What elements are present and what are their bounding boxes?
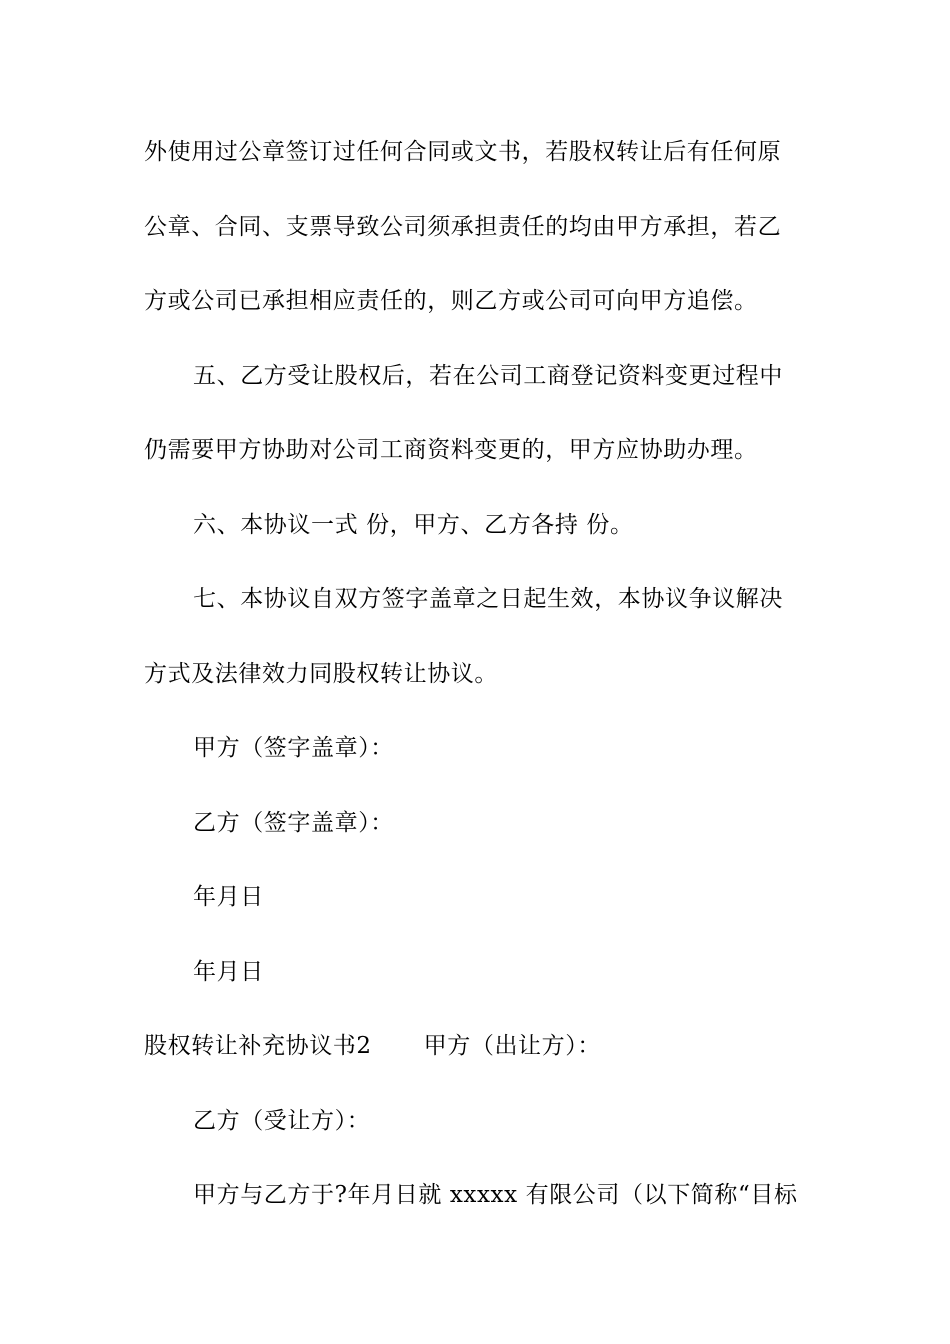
paragraph-line-2: 公章、合同、支票导致公司须承担责任的均由甲方承担，若乙 <box>144 214 782 240</box>
paragraph-line-3: 方或公司已承担相应责任的，则乙方或公司可向甲方追偿。 <box>144 288 758 314</box>
agreement-title-line <box>144 1031 809 1061</box>
party-a-label: 甲方（出让方）： <box>423 1033 601 1059</box>
date-line-2: 年月日 <box>193 959 264 985</box>
clause-five-line-2: 仍需要甲方协助对公司工商资料变更的，甲方应协助办理。 <box>144 437 758 463</box>
party-b-label: 乙方（受让方）： <box>193 1108 371 1134</box>
clause-seven-line-2: 方式及法律效力同股权转让协议。 <box>144 661 498 687</box>
agreement-intro-line: 甲方与乙方于?年月日就 xxxxx 有限公司（以下简称“目标 <box>193 1182 798 1208</box>
paragraph-line-1: 外使用过公章签订过任何合同或文书，若股权转让后有任何原 <box>144 139 782 165</box>
clause-six: 六、本协议一式 份，甲方、乙方各持 份。 <box>193 512 634 538</box>
clause-seven-line-1: 七、本协议自双方签字盖章之日起生效，本协议争议解决 <box>193 586 783 612</box>
clause-five-line-1: 五、乙方受让股权后，若在公司工商登记资料变更过程中 <box>193 363 783 389</box>
agreement-title: 股权转让补充协议书2 <box>144 1033 372 1059</box>
party-a-signature: 甲方（签字盖章）： <box>193 735 394 761</box>
party-b-signature: 乙方（签字盖章）： <box>193 810 394 836</box>
date-line-1: 年月日 <box>193 884 264 910</box>
